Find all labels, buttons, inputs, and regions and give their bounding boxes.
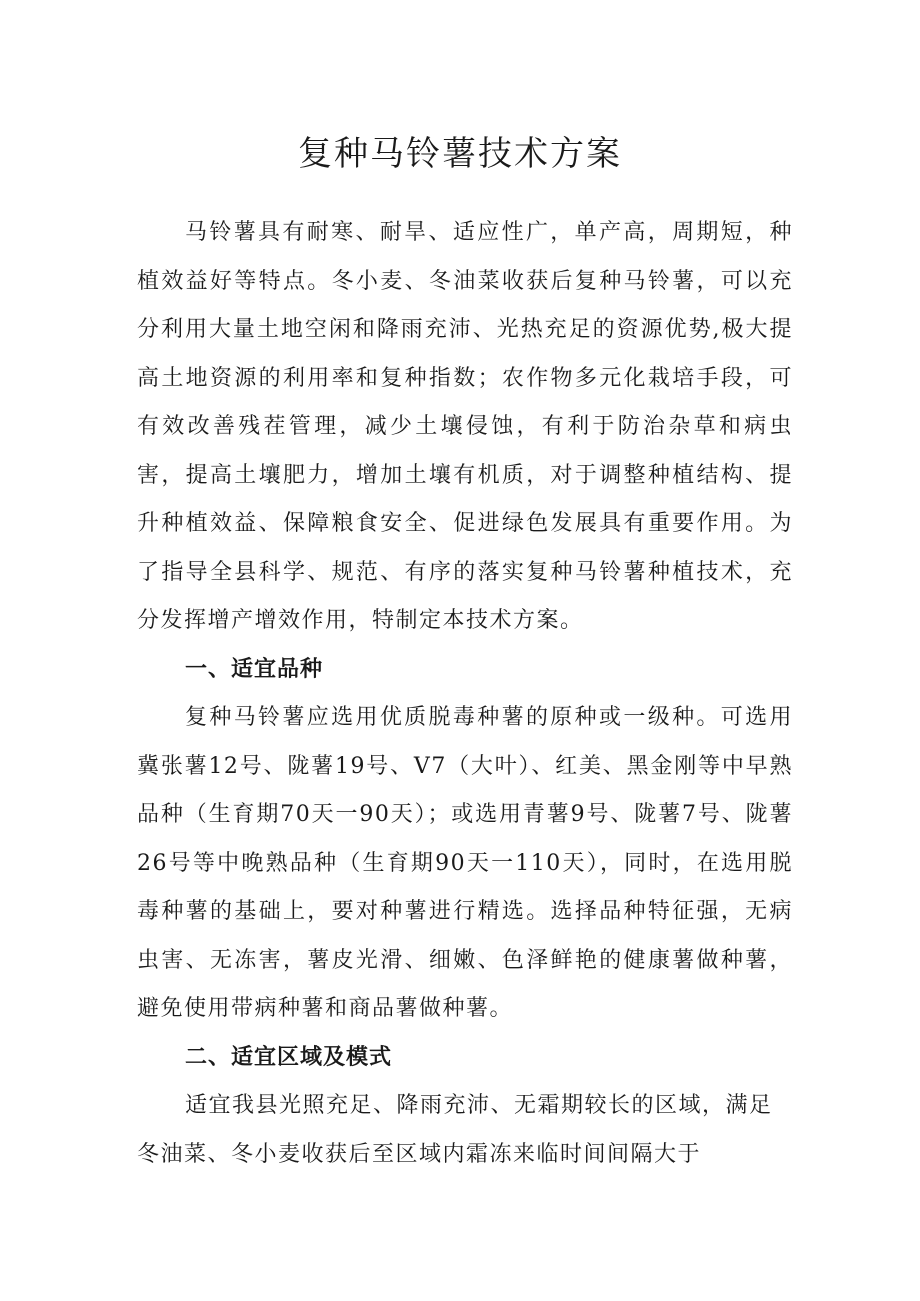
document-body xyxy=(137,209,793,1179)
intro-paragraph: 马铃薯具有耐寒、耐旱、适应性广，单产高，周期短，种植效益好等特点。冬小麦、冬油菜收获后复种马铃薯，可以充分利用大量土地空闲和降雨充沛、光热充足的资源优势,极大提高土地资源的利用率和复种指数；农作物多元化栽培手段，可有效改善残茬管理，减少土壤侵蚀，有利于防治杂草和病虫害，提高土壤肥力，增加土壤有机质，对于调整种植结构、提升种植效益、保障粮食安全、促进绿色发展具有重要作用。为了指导全县科学、规范、有序的落实复种马铃薯种植技术，充分发挥增产增效作用，特制定本技术方案。 xyxy=(137,220,793,633)
section-varieties xyxy=(137,646,793,1034)
section-body-varieties: 复种马铃薯应选用优质脱毒种薯的原种或一级种。可选用冀张薯12号、陇薯19号、V7（大叶）、红美、黑金刚等中早熟品种（生育期70天一90天）；或选用青薯9号、陇薯7号、陇薯26号等中晚熟品种（生育期90天一110天），同时，在选用脱毒种薯的基础上，要对种薯进行精选。选择品种特征强，无病虫害、无冻害，薯皮光滑、细嫩、色泽鲜艳的健康薯做种薯，避免使用带病种薯和商品薯做种薯。 xyxy=(137,705,793,1021)
section-heading-varieties: 一、适宜品种 xyxy=(185,656,324,682)
section-heading-regions: 二、适宜区域及模式 xyxy=(185,1044,393,1070)
section-body-regions: 适宜我县光照充足、降雨充沛、无霜期较长的区域，满足冬油菜、冬小麦收获后至区域内霜冻来临时间间隔大于 xyxy=(137,1093,773,1167)
section-regions xyxy=(137,1034,793,1180)
document-title: 复种马铃薯技术方案 xyxy=(298,134,622,174)
